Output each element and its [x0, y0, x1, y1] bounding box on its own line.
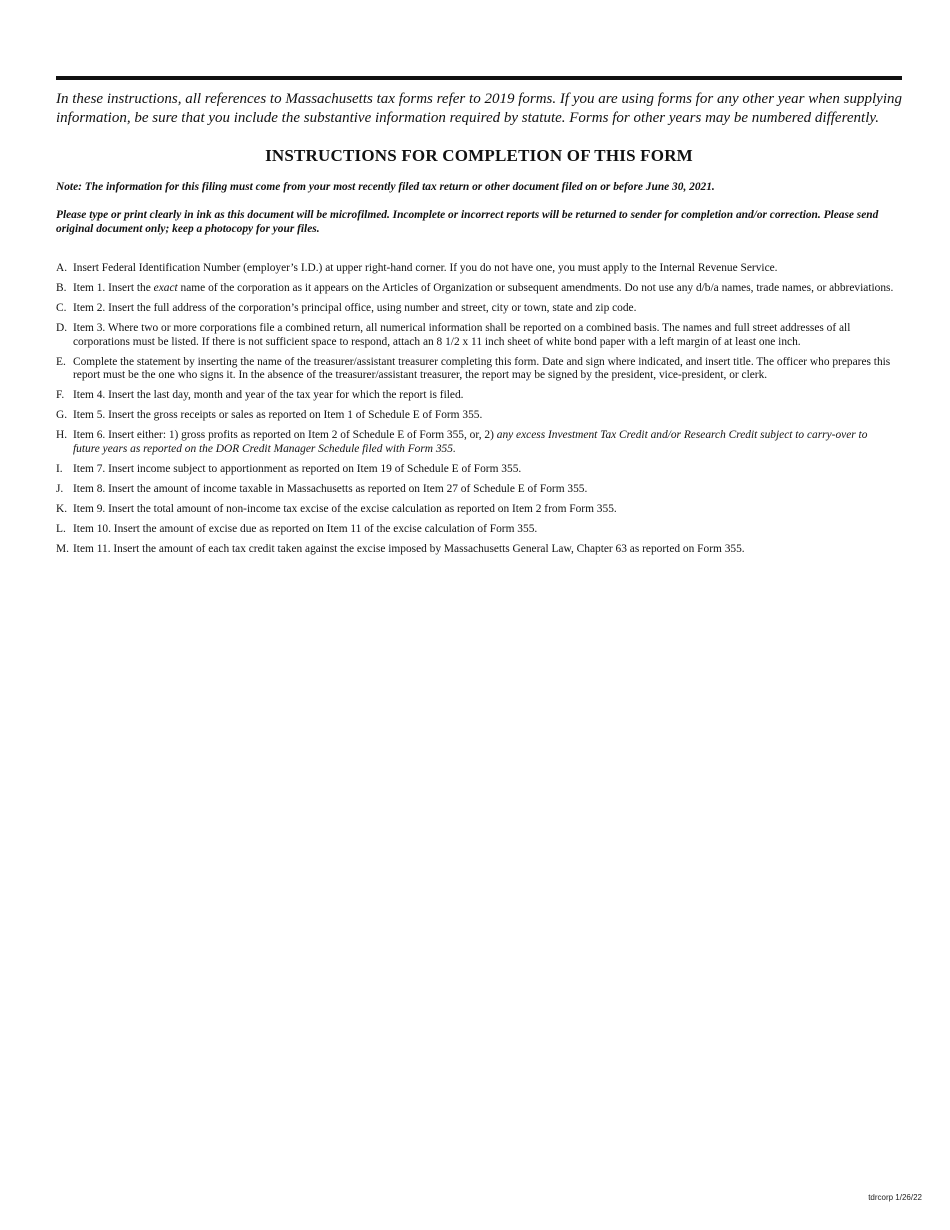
instruction-item-d — [56, 322, 896, 349]
item-letter: K. — [56, 502, 68, 515]
item-letter: A. — [56, 262, 68, 274]
item-letter: B. — [56, 282, 67, 294]
item-letter: E. — [56, 355, 66, 368]
instruction-item-k — [56, 503, 896, 517]
item-letter: M. — [56, 542, 69, 555]
instruction-item-c — [56, 302, 896, 316]
item-text — [73, 429, 896, 456]
item-text: Item 4. Insert the last day, month and year of the tax year for which the report is filed. — [73, 389, 464, 401]
instruction-item-b — [56, 282, 896, 296]
item-text-italic: any excess Investment Tax Credit and/or Research Credit subject to carry-over to future years as reported on the DOR Credit Manager Schedule filed with Form 355. — [73, 429, 868, 455]
instruction-item-l — [56, 523, 896, 537]
instruction-item-m — [56, 543, 896, 557]
item-letter: J. — [56, 482, 64, 495]
item-letter: G. — [56, 409, 68, 421]
item-text: Item 7. Insert income subject to apportionment as reported on Item 19 of Schedule E of Form 355. — [73, 462, 522, 475]
item-text: Insert Federal Identification Number (employer’s I.D.) at upper right-hand corner. If you do not have one, you must apply to the Internal Revenue Service. — [73, 262, 778, 274]
intro-paragraph: In these instructions, all references to Massachusetts tax forms refer to 2019 forms. If you are using forms for any other year when supplying information, be sure that you include the substantive information required by statute. Forms for other years may be numbered differently. — [56, 91, 902, 126]
item-text: Item 5. Insert the gross receipts or sales as reported on Item 1 of Schedule E of Form 355. — [73, 409, 483, 421]
item-text: Item 3. Where two or more corporations file a combined return, all numerical information shall be reported on a combined basis. The names and full street addresses of all corporations must be listed. If there is not sufficient space to respond, attach an 8 1/2 x 11 inch sheet of white bond paper with a left margin of at least one inch. — [73, 322, 851, 348]
instruction-item-e — [56, 356, 896, 383]
page-title: INSTRUCTIONS FOR COMPLETION OF THIS FORM — [265, 146, 693, 165]
item-letter: D. — [56, 322, 68, 334]
item-text: Complete the statement by inserting the name of the treasurer/assistant treasurer completing this form. Date and sign where indicated, and insert title. The officer who prepares this report must be the one who signs it. In the absence of the treasurer/assistant treasurer, the report may be signed by the president, vice-president, or clerk. — [73, 355, 891, 381]
item-letter: F. — [56, 389, 65, 401]
note-filing-source: Note: The information for this filing must come from your most recently filed tax return or other document filed on or before June 30, 2021. — [56, 181, 715, 193]
top-rule — [56, 76, 902, 80]
note-print-instructions: Please type or print clearly in ink as this document will be microfilmed. Incomplete or incorrect reports will be returned to sender for completion and/or correction. Please send original document only; keep a photocopy for your files. — [56, 209, 879, 235]
instruction-item-j — [56, 483, 896, 497]
instruction-item-f — [56, 389, 896, 403]
instruction-item-g — [56, 409, 896, 423]
instruction-list — [56, 262, 896, 563]
instruction-item-a — [56, 262, 896, 276]
instruction-item-h — [56, 429, 896, 456]
item-text-before: Item 6. Insert either: 1) gross profits as reported on Item 2 of Schedule E of Form 355, or, 2) — [73, 429, 497, 441]
item-text: Item 11. Insert the amount of each tax credit taken against the excise imposed by Massachusetts General Law, Chapter 63 as reported on Form 355. — [73, 542, 745, 555]
item-text: Item 10. Insert the amount of excise due as reported on Item 11 of the excise calculation of Form 355. — [73, 522, 538, 535]
item-text — [73, 282, 896, 296]
item-text-after: name of the corporation as it appears on the Articles of Organization or subsequent amendments. Do not use any d/b/a names, trade names, or abbreviations. — [177, 282, 894, 294]
item-letter: H. — [56, 429, 68, 441]
item-text-before: Item 1. Insert the — [73, 282, 154, 294]
form-revision-code: tdrcorp 1/26/22 — [868, 1193, 922, 1202]
item-text-italic: exact — [153, 282, 178, 294]
item-letter: I. — [56, 462, 63, 475]
instruction-item-i — [56, 463, 896, 477]
item-text: Item 9. Insert the total amount of non-income tax excise of the excise calculation as reported on Item 2 from Form 355. — [73, 502, 617, 515]
item-text: Item 2. Insert the full address of the corporation’s principal office, using number and street, city or town, state and zip code. — [73, 302, 637, 314]
item-letter: C. — [56, 302, 67, 314]
item-letter: L. — [56, 522, 66, 535]
item-text: Item 8. Insert the amount of income taxable in Massachusetts as reported on Item 27 of Schedule E of Form 355. — [73, 482, 588, 495]
